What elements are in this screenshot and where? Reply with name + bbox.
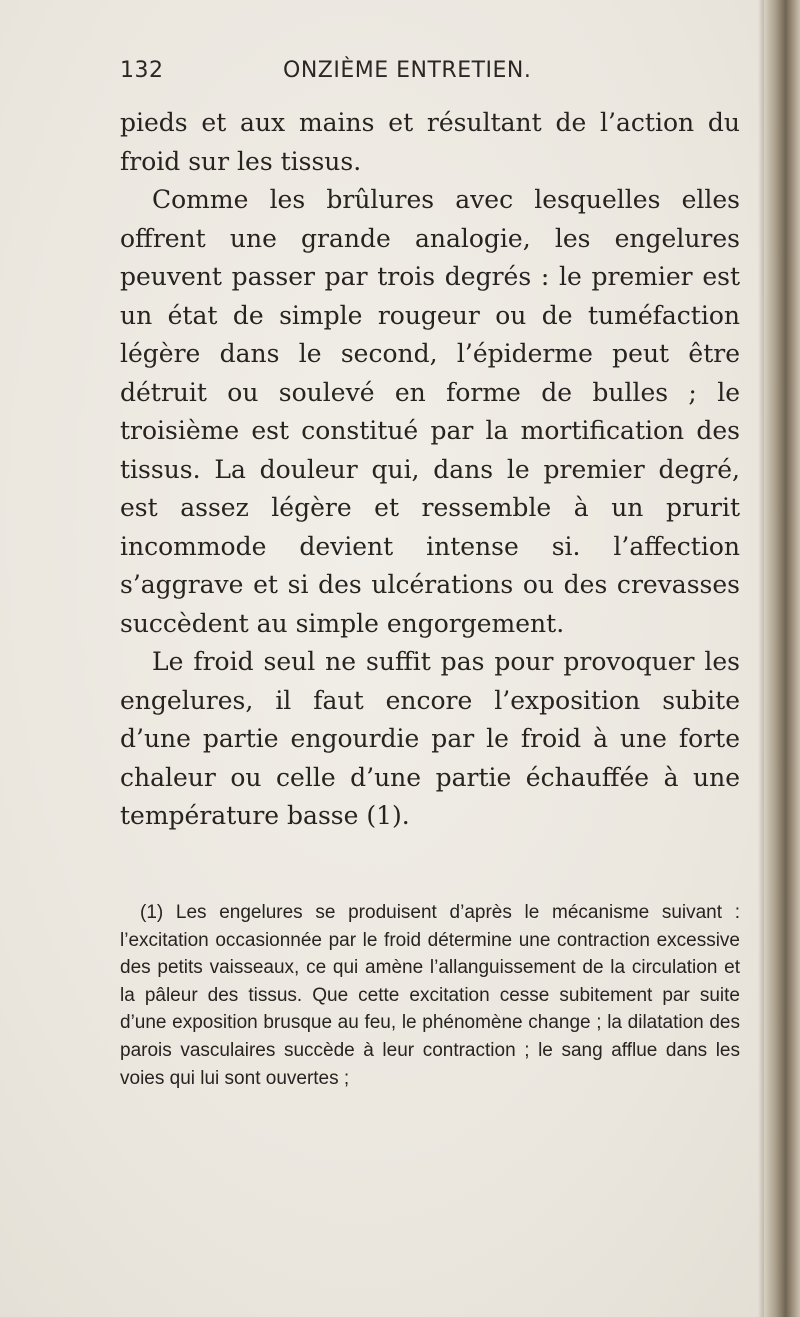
page-header xyxy=(120,58,740,98)
running-head: ONZIÈME ENTRETIEN. xyxy=(283,58,532,83)
binding-gutter xyxy=(764,0,800,1317)
page-number: 132 xyxy=(120,58,164,83)
paragraph-cause: Le froid seul ne suffit pas pour provoquer les engelures, il faut encore l’exposition subite d’une partie engourdie par le froid à une forte chaleur ou celle d’une partie échauffée à une température basse (1). xyxy=(120,647,740,830)
footnote-1: (1) Les engelures se produisent d’après le mécanisme suivant : l’excitation occasionnée par le froid détermine une contraction excessive des petits vaisseaux, ce qui amène l’allanguissement de la circulation et la pâleur des tissus. Que cette excitation cesse subitement par suite d’une exposition brusque au feu, le phénomène change ; la dilatation des parois vasculaires succède à leur contraction ; le sang afflue dans les voies qui lui sont ouvertes ; xyxy=(120,902,740,1089)
paragraph-degrees: Comme les brûlures avec lesquelles elles offrent une grande analogie, les engelures peuvent passer par trois degrés : le premier est un état de simple rougeur ou de tuméfaction légère dans le second, l’épiderme peut être détruit ou soulevé en forme de bulles ; le troisième est constitué par la mortification des tissus. La douleur qui, dans le premier degré, est assez légère et ressemble à un prurit incommode devient intense si. l’affection s’aggrave et si des ulcérations ou des crevasses succèdent au simple engorgement. xyxy=(120,185,740,638)
paragraph-continued: pieds et aux mains et résultant de l’action du froid sur les tissus. xyxy=(120,108,740,176)
footnotes xyxy=(120,899,740,1092)
body-text xyxy=(120,104,740,836)
